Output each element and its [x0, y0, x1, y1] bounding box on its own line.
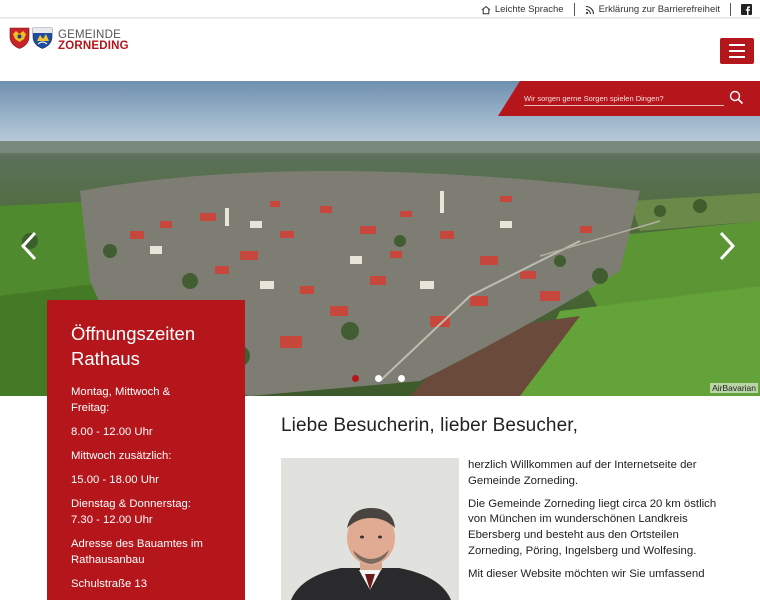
opening-hours-title: [71, 321, 245, 371]
search-input[interactable]: [524, 91, 724, 106]
hours-row: Montag, Mittwoch & Freitag:: [71, 386, 171, 414]
chevron-left-icon: [20, 231, 38, 261]
slide-dot-3[interactable]: [398, 375, 405, 382]
hours-row: 8.00 - 12.00 Uhr: [71, 426, 153, 438]
welcome-paragraph: Die Gemeinde Zorneding liegt circa 20 km östlich von München im wunderschönen Landkreis Ebersberg und besteht aus den Ortsteilen Zorneding, Pöring, Ingelsberg und Wolfesing.: [468, 497, 717, 557]
slide-dot-2[interactable]: [375, 375, 382, 382]
hamburger-icon-bar: [729, 50, 745, 52]
logo-line-2: ZORNEDING: [58, 39, 129, 52]
facebook-icon: [741, 4, 752, 15]
welcome-paragraph: herzlich Willkommen auf der Internetseite der Gemeinde Zorneding.: [468, 459, 697, 487]
home-icon: [481, 5, 491, 15]
municipal-crest-icon: [32, 27, 53, 54]
logo-wordmark: [58, 30, 129, 52]
easy-language-label: Leichte Sprache: [494, 4, 564, 15]
hours-row: Dienstag & Donnerstag: 7.30 - 12.00 Uhr: [71, 498, 191, 526]
hours-row: Schulstraße 13: [71, 578, 147, 590]
accessibility-label: Erklärung zur Barrierefreiheit: [598, 4, 720, 15]
easy-language-link[interactable]: [471, 4, 574, 15]
logo-line-1: GEMEINDE: [58, 28, 121, 41]
welcome-paragraph: Mit dieser Website möchten wir Sie umfassend: [468, 567, 705, 580]
hours-row: Adresse des Bauamtes im Rathausanbau: [71, 538, 203, 566]
mayor-portrait: [281, 458, 459, 600]
menu-button[interactable]: [720, 38, 754, 64]
next-slide-button[interactable]: [718, 231, 736, 266]
slider-pagination: [352, 375, 405, 382]
district-crest-icon: [9, 27, 30, 54]
search-icon[interactable]: [729, 90, 744, 110]
welcome-heading: Liebe Besucherin, lieber Besucher,: [281, 415, 579, 436]
site-header: [0, 19, 760, 81]
welcome-text: [468, 458, 723, 590]
opening-hours-title-line-1: Öffnungszeiten: [71, 323, 196, 344]
hamburger-icon-bar: [729, 44, 745, 46]
utility-links: [471, 2, 752, 17]
hours-row: Mittwoch zusätzlich:: [71, 450, 172, 462]
slide-dot-1[interactable]: [352, 375, 359, 382]
photo-credit: AirBavarian: [712, 383, 756, 393]
hamburger-icon-bar: [729, 56, 745, 58]
search-bar: [498, 81, 760, 116]
accessibility-link[interactable]: [575, 4, 730, 15]
facebook-link[interactable]: [731, 4, 752, 15]
opening-hours-title-line-2: Rathaus: [71, 348, 140, 369]
chevron-right-icon: [718, 231, 736, 261]
mayor-photo: [281, 458, 459, 600]
welcome-section: [281, 415, 721, 437]
site-logo[interactable]: [9, 27, 129, 54]
previous-slide-button[interactable]: [20, 231, 38, 266]
rss-icon: [585, 5, 595, 15]
opening-hours-box: [47, 300, 245, 600]
hours-row: 15.00 - 18.00 Uhr: [71, 474, 159, 486]
